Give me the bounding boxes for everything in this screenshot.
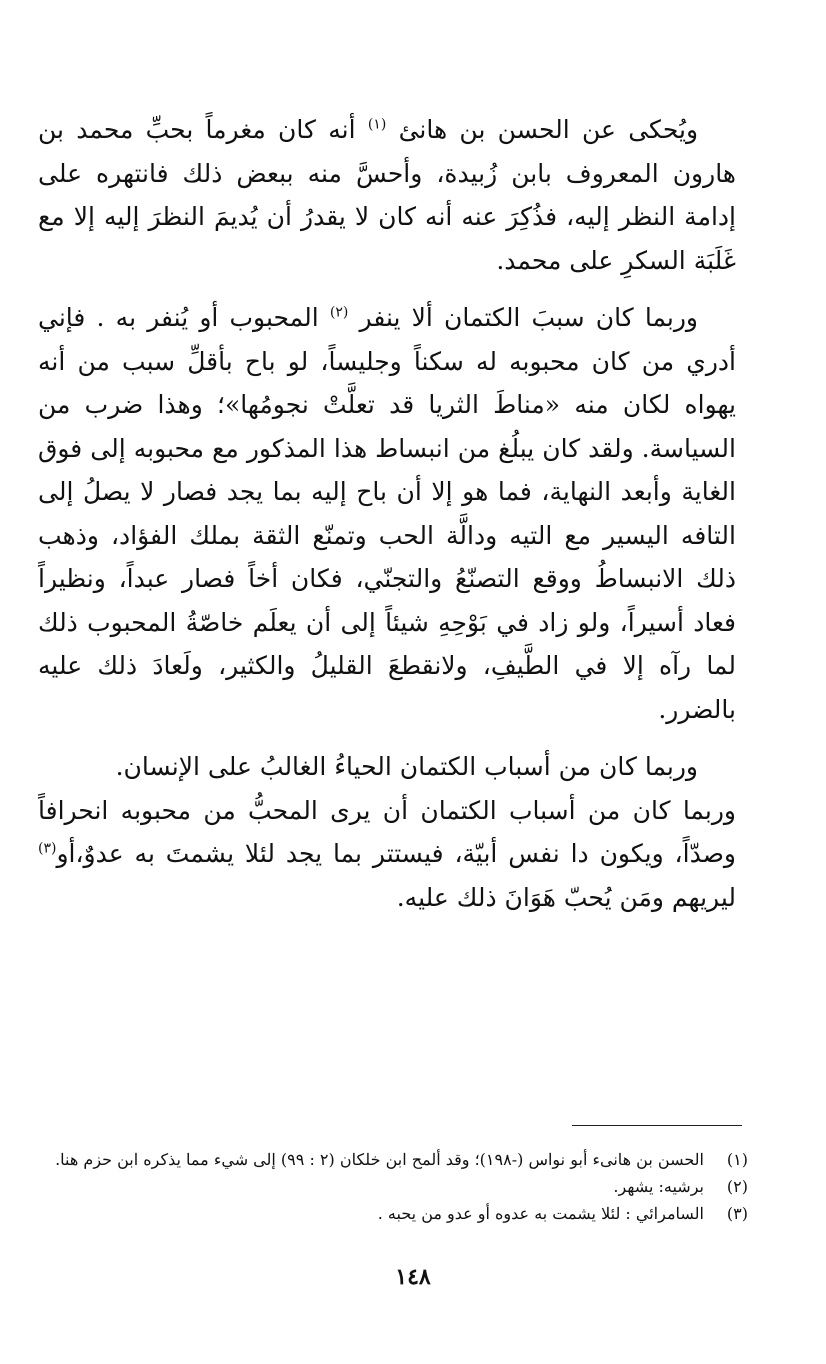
footnote-text: برشيه: يشهر. <box>613 1177 704 1196</box>
footnote-ref-1[interactable]: (١) <box>367 116 387 133</box>
paragraph-4-text-b: ليريهم ومَن يُحبّ هَوَانَ ذلك عليه. <box>396 882 736 912</box>
footnote-separator <box>572 1125 742 1126</box>
footnote-number: (٣) <box>726 1204 748 1223</box>
paragraph-2-text-b: المحبوب أو يُنفر به . فإني أدري من كان محبوبه له سكناً وجليساً، لو باح بأقلِّ سبب من أنه يهواه لكان منه «مناطَ الثريا قد تعلَّتْ نجومُها»؛ وهذا ضرب من السياسة. ولقد كان يبلُغ من انبساط هذا المذكور مع محبوبه إلى فوق الغاية وأبعد النهاية، فما هو إلا أن باح إليه بما يجد فصار لا يصلُ إلى التافه اليسير مع التيه ودالَّة الحب وتمنّع الثقة بملك الفؤاد، وذهب ذلك الانبساطُ ووقع التصنّعُ والتجنّي، فكان أخاً فصار عبداً، ونظيراً فعاد أسيراً، ولو زاد في بَوْحِهِ شيئاً إلى أن يعلَم خاصّةُ المحبوب ذلك لما رآه إلا في الطَّيفِ، ولانقطعَ القليلُ والكثير، ولَعادَ ذلك عليه بالضرر. <box>38 303 736 724</box>
footnote-1 <box>38 1146 748 1173</box>
footnote-text: الحسن بن هانىء أبو نواس (-١٩٨)؛ وقد ألمح ابن خلكان (٢ : ٩٩) إلى شيء مما يذكره ابن حزم هنا. <box>55 1150 704 1169</box>
paragraph-2 <box>38 296 736 731</box>
footnote-ref-3[interactable]: (٣) <box>38 840 57 857</box>
paragraph-4-text-a: وربما كان من أسباب الكتمان أن يرى المحبُّ من محبوبه انحرافاً وصدّاً، ويكون دا نفس أبيّة، فيستتر بما يجد لئلا يشمتَ به عدوٌ،أو <box>38 795 736 868</box>
footnote-2 <box>38 1173 748 1200</box>
footnote-number: (٢) <box>726 1177 748 1196</box>
paragraph-4 <box>38 789 736 920</box>
footnotes <box>38 1146 748 1227</box>
footnote-3 <box>38 1200 748 1227</box>
footnote-text: السامرائي : لئلا يشمت به عدوه أو عدو من يحبه . <box>377 1204 704 1223</box>
main-text <box>38 108 736 919</box>
paragraph-1 <box>38 108 736 282</box>
paragraph-3 <box>38 745 736 789</box>
paragraph-1-text-a: ويُحكى عن الحسن بن هانئ <box>398 115 699 144</box>
footnote-number: (١) <box>726 1150 748 1169</box>
paragraph-3-text: وربما كان من أسباب الكتمان الحياءُ الغالبُ على الإنسان. <box>115 752 698 781</box>
footnote-ref-2[interactable]: (٢) <box>329 304 349 321</box>
paragraph-1-text-b: أنه كان مغرماً بحبِّ محمد بن هارون المعروف بابن زُبيدة، وأحسَّ منه ببعض ذلك فانتهره على إدامة النظر إليه، فذُكِرَ عنه أنه كان لا يقدرُ أن يُديمَ النظرَ إليه إلا مع غَلَبَة السكرِ على محمد. <box>38 115 736 275</box>
paragraph-2-text-a: وربما كان سببَ الكتمان ألا ينفر <box>359 303 699 332</box>
page-number: ١٤٨ <box>395 1264 431 1290</box>
